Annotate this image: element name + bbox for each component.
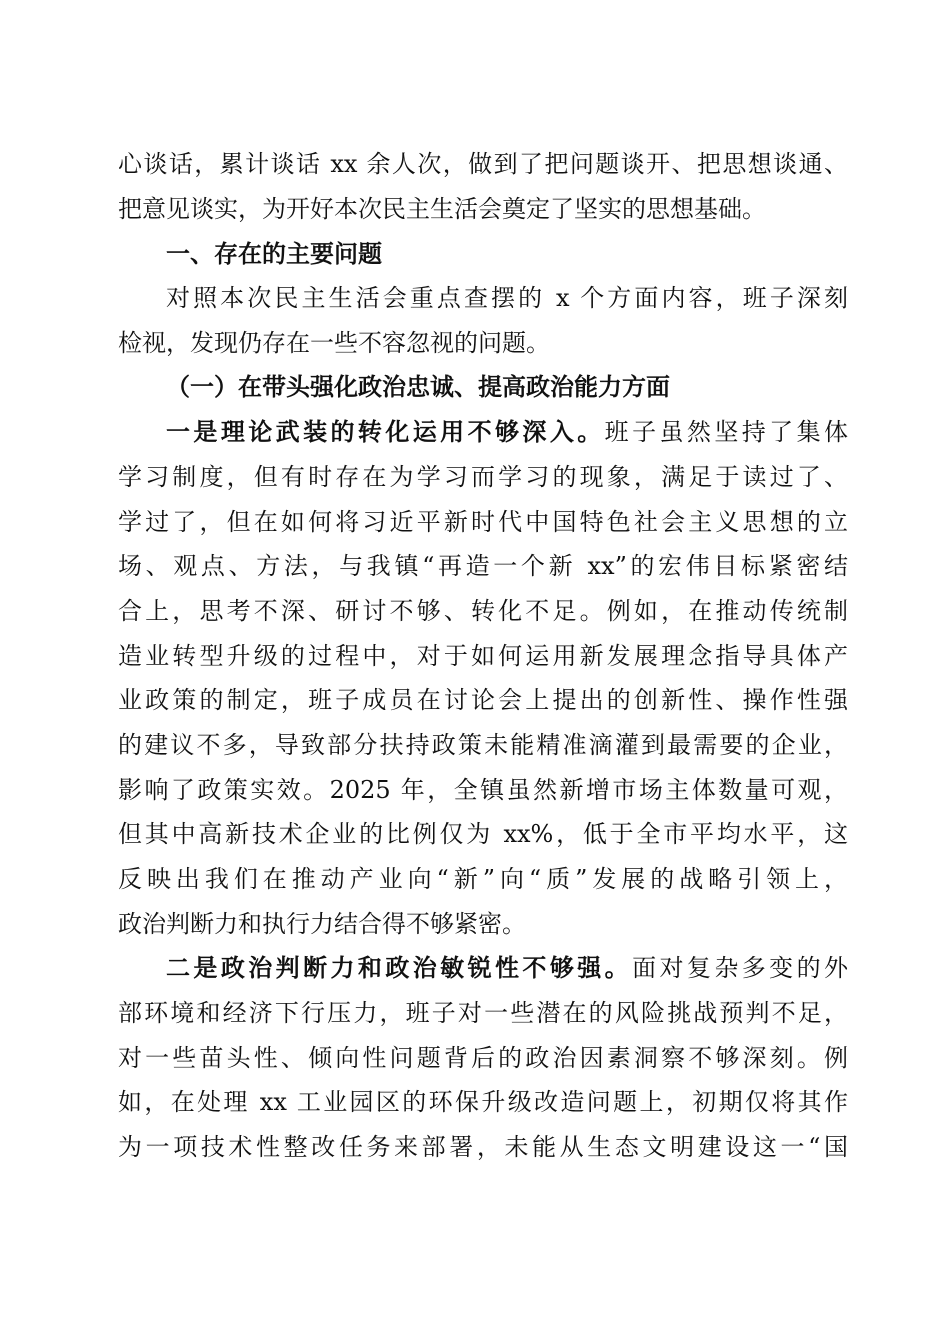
paragraph-two-line-4: 如，在处理 xx 工业园区的环保升级改造问题上，初期仅将其作	[118, 1088, 848, 1116]
paragraph-two-line-3: 对一些苗头性、倾向性问题背后的政治因素洞察不够深刻。例	[118, 1044, 848, 1072]
paragraph-one-line-10: 但其中高新技术企业的比例仅为 xx%，低于全市平均水平，这	[118, 820, 848, 848]
paragraph-one-lead: 一是理论武装的转化运用不够深入。	[166, 417, 605, 446]
paragraph-two-line-1-rest: 面对复杂多变的外	[632, 954, 849, 982]
paragraph-overview-line-2: 检视，发现仍存在一些不容忽视的问题。	[118, 329, 550, 357]
section-heading: 一、存在的主要问题	[166, 240, 382, 268]
paragraph-two-line-2: 部环境和经济下行压力，班子对一些潜在的风险挑战预判不足，	[118, 999, 848, 1027]
subsection-heading: （一）在带头强化政治忠诚、提高政治能力方面	[166, 372, 670, 401]
paragraph-two-lead: 二是政治判断力和政治敏锐性不够强。	[166, 953, 633, 982]
paragraph-one-line-1-rest: 班子虽然坚持了集体	[604, 418, 849, 446]
paragraph-intro-line-2: 把意见谈实，为开好本次民主生活会奠定了坚实的思想基础。	[118, 195, 766, 223]
paragraph-one-line-5: 合上，思考不深、研讨不够、转化不足。例如，在推动传统制	[118, 597, 848, 625]
paragraph-one-line-7: 业政策的制定，班子成员在讨论会上提出的创新性、操作性强	[118, 686, 848, 714]
paragraph-one-line-1	[166, 412, 848, 452]
paragraph-two-line-5: 为一项技术性整改任务来部署，未能从生态文明建设这一“国	[118, 1133, 848, 1161]
paragraph-one-line-6: 造业转型升级的过程中，对于如何运用新发展理念指导具体产	[118, 642, 848, 670]
paragraph-one-line-9: 影响了政策实效。2025 年，全镇虽然新增市场主体数量可观，	[118, 776, 848, 804]
paragraph-one-line-4: 场、观点、方法，与我镇“再造一个新 xx”的宏伟目标紧密结	[118, 552, 848, 580]
paragraph-one-line-12: 政治判断力和执行力结合得不够紧密。	[118, 910, 526, 938]
paragraph-one-line-2: 学习制度，但有时存在为学习而学习的现象，满足于读过了、	[118, 463, 848, 491]
paragraph-two-line-1	[166, 948, 848, 988]
paragraph-one-line-11: 反映出我们在推动产业向“新”向“质”发展的战略引领上，	[118, 865, 848, 893]
paragraph-one-line-3: 学过了，但在如何将习近平新时代中国特色社会主义思想的立	[118, 508, 848, 536]
paragraph-overview-line-1: 对照本次民主生活会重点查摆的 x 个方面内容，班子深刻	[166, 284, 848, 312]
paragraph-one-line-8: 的建议不多，导致部分扶持政策未能精准滴灌到最需要的企业，	[118, 731, 848, 759]
paragraph-intro-line-1: 心谈话，累计谈话 xx 余人次，做到了把问题谈开、把思想谈通、	[118, 150, 848, 178]
